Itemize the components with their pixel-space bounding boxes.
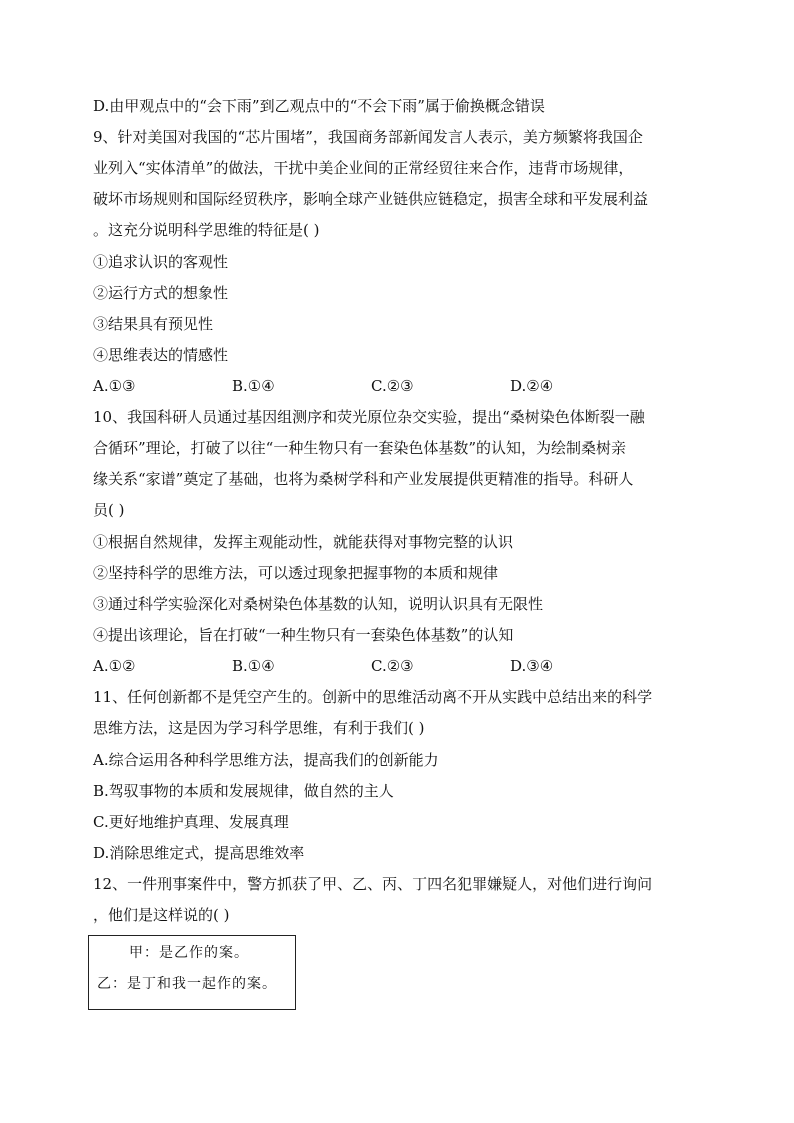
q9-option-c[interactable]: C.②③ <box>371 377 414 395</box>
q9-option-d[interactable]: D.②④ <box>510 377 554 395</box>
q9-item: ①追求认识的客观性 <box>93 253 229 271</box>
q11-option-b[interactable]: B.驾驭事物的本质和发展规律，做自然的主人 <box>93 782 394 800</box>
q9-stem-line: 破坏市场规则和国际经贸秩序，影响全球产业链供应链稳定，损害全球和平发展利益 <box>93 190 649 208</box>
q11-option-c[interactable]: C.更好地维护真理、发展真理 <box>93 813 289 831</box>
statement-jia: 甲：是乙作的案。 <box>129 945 249 961</box>
q10-stem-line: 员( ) <box>93 501 125 519</box>
statement-yi: 乙：是丁和我一起作的案。 <box>97 976 277 992</box>
statements-box <box>88 935 296 1010</box>
q10-option-b[interactable]: B.①④ <box>232 657 275 675</box>
q9-item: ②运行方式的想象性 <box>93 284 229 302</box>
q11-option-d[interactable]: D.消除思维定式，提高思维效率 <box>93 844 305 862</box>
q9-options <box>93 376 713 396</box>
q10-stem-line: 10、我国科研人员通过基因组测序和荧光原位杂交实验，提出“桑树染色体断裂一融 <box>93 408 645 426</box>
q10-item: ③通过科学实验深化对桑树染色体基数的认知，说明认识具有无限性 <box>93 595 544 613</box>
q9-stem-line: 。这充分说明科学思维的特征是( ) <box>93 221 320 239</box>
q10-options <box>93 656 713 676</box>
q11-option-a[interactable]: A.综合运用各种科学思维方法，提高我们的创新能力 <box>93 751 439 769</box>
q10-item: ①根据自然规律，发挥主观能动性，就能获得对事物完整的认识 <box>93 533 514 551</box>
q9-item: ③结果具有预见性 <box>93 315 214 333</box>
q10-item: ②坚持科学的思维方法，可以透过现象把握事物的本质和规律 <box>93 564 499 582</box>
q12-stem-line: ，他们是这样说的( ) <box>93 906 230 924</box>
q8-option-d: D.由甲观点中的“会下雨”到乙观点中的“不会下雨”属于偷换概念错误 <box>93 97 545 115</box>
q9-option-b[interactable]: B.①④ <box>232 377 275 395</box>
q10-item: ④提出该理论，旨在打破“一种生物只有一套染色体基数”的认知 <box>93 626 514 644</box>
q9-item: ④思维表达的情感性 <box>93 346 229 364</box>
q10-option-c[interactable]: C.②③ <box>371 657 414 675</box>
q9-stem-line: 业列入“实体清单”的做法，干扰中美企业间的正常经贸往来合作，违背市场规律， <box>93 159 634 177</box>
q11-stem-line: 11、任何创新都不是凭空产生的。创新中的思维活动离不开从实践中总结出来的科学 <box>93 688 653 706</box>
q11-stem-line: 思维方法，这是因为学习科学思维，有利于我们( ) <box>93 719 425 737</box>
q10-option-a[interactable]: A.①② <box>93 657 136 675</box>
q12-stem-line: 12、一件刑事案件中，警方抓获了甲、乙、丙、丁四名犯罪嫌疑人，对他们进行询问 <box>93 875 653 893</box>
q10-option-d[interactable]: D.③④ <box>510 657 554 675</box>
q10-stem-line: 合循环”理论，打破了以往“一种生物只有一套染色体基数”的认知，为绘制桑树亲 <box>93 439 627 457</box>
q10-stem-line: 缘关系“家谱”奠定了基础，也将为桑树学科和产业发展提供更精准的指导。科研人 <box>93 470 634 488</box>
q9-stem-line: 9、针对美国对我国的“芯片围堵”，我国商务部新闻发言人表示，美方频繁将我国企 <box>93 128 643 146</box>
q9-option-a[interactable]: A.①③ <box>93 377 136 395</box>
